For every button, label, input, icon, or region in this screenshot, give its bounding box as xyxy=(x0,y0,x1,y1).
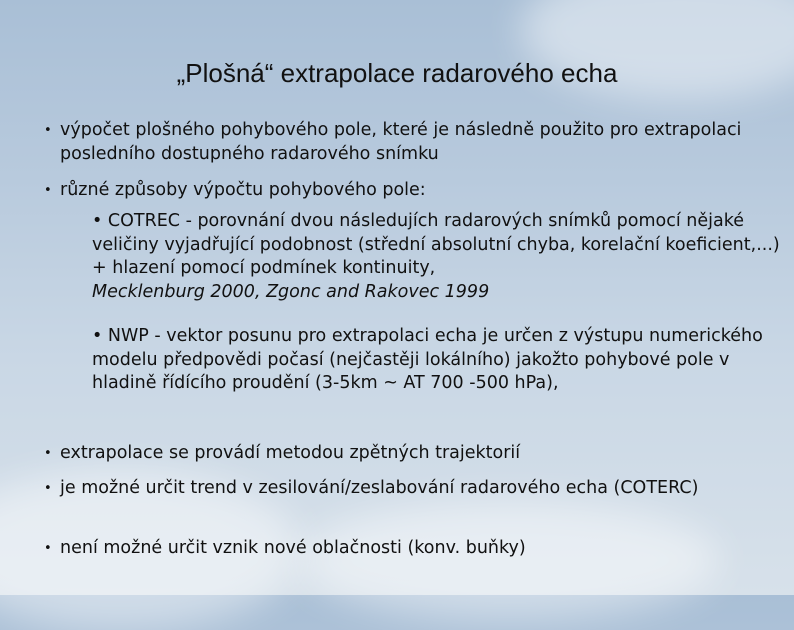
bullet-item-trend xyxy=(44,477,784,501)
bullet-item-methods xyxy=(44,179,784,203)
sub-item-nwp xyxy=(92,325,782,396)
slide-title: „Plošná“ extrapolace radarového echa xyxy=(176,58,618,88)
sub-item-cotrec xyxy=(92,210,782,304)
bullet-item-backward-trajectories xyxy=(44,442,784,466)
sub-item-text: • NWP - vektor posunu pro extrapolaci echa je určen z výstupu numerického modelu předpovědi počasí (nejčastěji lokálního) jakožto pohybové pole v hladině řídícího proudění (3-5km ~ AT 700 -500 hPa), xyxy=(92,326,763,393)
bullet-text: je možné určit trend v zesilování/zeslabování radarového echa (COTERC) xyxy=(60,478,699,498)
bullet-icon: • xyxy=(44,541,52,556)
bullet-icon: • xyxy=(44,183,52,198)
bullet-text: výpočet plošného pohybového pole, které je následně použito pro extrapolaci posledního dostupného radarového snímku xyxy=(60,120,742,164)
citation: Mecklenburg 2000, Zgonc and Rakovec 1999 xyxy=(92,281,490,302)
bullet-icon: • xyxy=(44,446,52,461)
bullet-text: není možné určit vznik nové oblačnosti (konv. buňky) xyxy=(60,538,526,558)
bullet-icon: • xyxy=(44,123,52,138)
bullet-text: různé způsoby výpočtu pohybového pole: xyxy=(60,180,426,200)
bullet-item-new-clouds xyxy=(44,537,784,561)
bullet-text: extrapolace se provádí metodou zpětných trajektorií xyxy=(60,443,521,463)
sub-item-text: • COTREC - porovnání dvou následujích radarových snímků pomocí nějaké veličiny vyjadřující podobnost (střední absolutní chyba, korelační koeficient,...) + hlazení pomocí podmínek kontinuity, xyxy=(92,211,780,278)
bullet-icon: • xyxy=(44,481,52,496)
bullet-item-motion-field xyxy=(44,119,784,166)
